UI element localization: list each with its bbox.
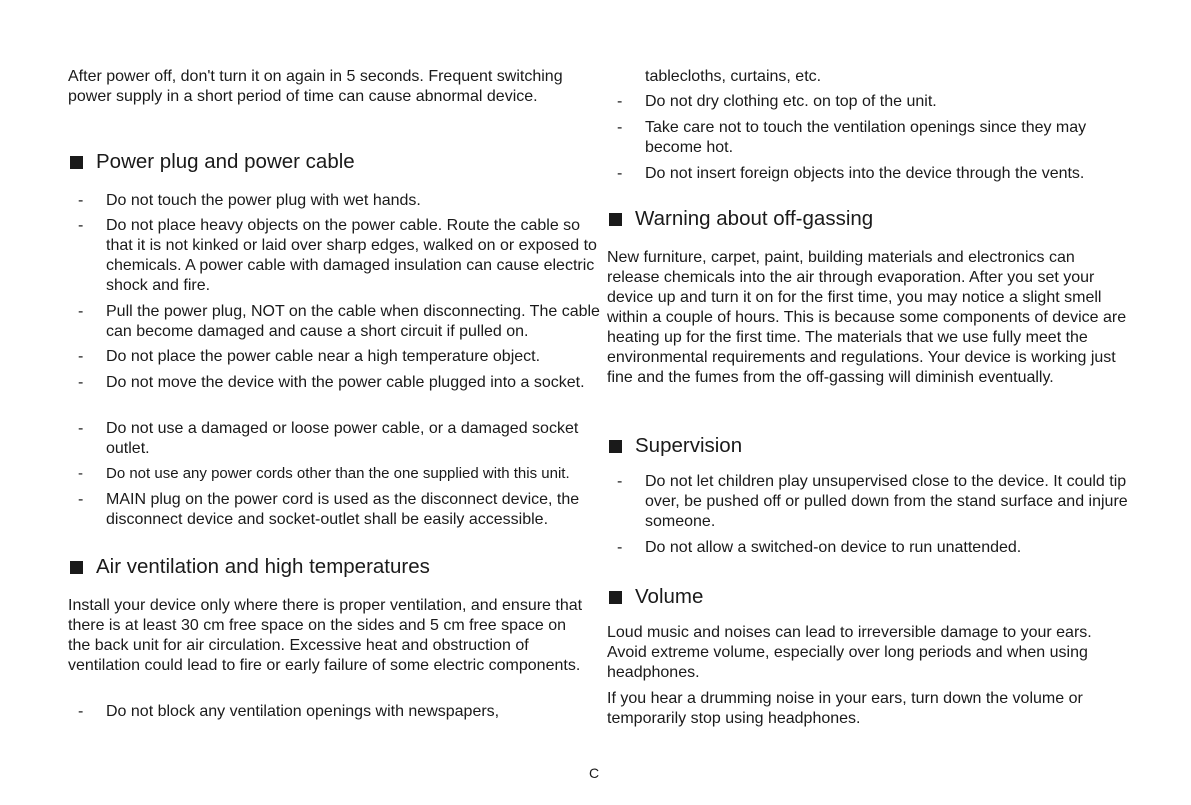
item-text: MAIN plug on the power cord is used as the disconnect device, the disconnect device and socket-outlet shall be easily accessible. [106,491,580,528]
square-bullet-icon [609,440,622,453]
page-number: C [589,765,600,781]
item-text: Do not insert foreign objects into the device through the vents. [645,165,1085,182]
square-bullet-icon [70,561,83,574]
list-item [78,302,606,342]
heading-text: Volume [635,585,704,608]
dash-bullet: - [617,93,623,110]
dash-bullet: - [78,491,84,508]
section-heading-air [68,555,430,579]
offgassing-paragraph: New furniture, carpet, paint, building materials and electronics can release chemicals into the air through evaporation. After you set your device up and turn it on for the first time, you may notice a slight smell within a couple of hours. This is because some components of device are heating up for the first time. The materials that we use fully meet the environmental requirements and regulations. Your device is working just fine and the fumes from the off-gassing will diminish eventually. [607,249,1127,386]
dash-bullet: - [78,374,84,391]
item-text: Do not dry clothing etc. on top of the unit. [645,93,937,110]
list-item [78,419,606,459]
dash-bullet: - [78,703,84,720]
list-item [617,118,1145,158]
list-item [78,702,606,722]
dash-bullet: - [78,217,84,234]
item-text: Do not allow a switched-on device to run unattended. [645,539,1022,556]
dash-bullet: - [78,420,84,437]
square-bullet-icon [609,213,622,226]
dash-bullet: - [617,473,623,490]
item-text: tablecloths, curtains, etc. [645,68,822,85]
dash-bullet: - [617,539,623,556]
section-heading-supervision [607,434,742,458]
dash-bullet: - [78,465,83,482]
dash-bullet: - [617,119,623,136]
section-heading-volume [607,585,703,609]
item-text: Pull the power plug, NOT on the cable when disconnecting. The cable can become damaged and cause a short circuit if pulled on. [106,303,600,340]
item-text: Do not touch the power plug with wet hands. [106,192,421,209]
list-item [78,216,606,296]
list-item [78,191,606,211]
heading-text: Air ventilation and high temperatures [96,555,430,578]
item-text: Do not use a damaged or loose power cable, or a damaged socket outlet. [106,420,579,457]
item-text: Do not place the power cable near a high temperature object. [106,348,541,365]
volume-paragraph: Loud music and noises can lead to irreversible damage to your ears. Avoid extreme volume, especially over long periods and when using headphones. [607,624,1092,681]
list-item [617,164,1145,184]
volume-paragraph: If you hear a drumming noise in your ears, turn down the volume or temporarily stop using headphones. [607,690,1083,727]
item-text: Do not let children play unsupervised close to the device. It could tip over, be pushed off or pulled down from the stand surface and injure someone. [645,473,1128,530]
list-item [617,92,1145,112]
item-text: Take care not to touch the ventilation openings since they may become hot. [645,119,1087,156]
list-item [78,347,606,367]
square-bullet-icon [70,156,83,169]
section-heading-offgassing [607,207,873,231]
dash-bullet: - [78,303,84,320]
item-text: Do not place heavy objects on the power cable. Route the cable so that it is not kinked or laid over sharp edges, walked on or exposed to chemicals. A power cable with damaged insulation can cause electric shock and fire. [106,217,597,294]
list-item [78,373,606,393]
list-item [78,464,606,484]
dash-bullet: - [78,192,84,209]
item-text: Do not block any ventilation openings with newspapers, [106,703,500,720]
heading-text: Supervision [635,434,743,457]
square-bullet-icon [609,591,622,604]
list-item [617,472,1145,532]
intro-paragraph: After power off, don't turn it on again in 5 seconds. Frequent switching power supply in a short period of time can cause abnormal device. [68,68,563,105]
air-paragraph: Install your device only where there is proper ventilation, and ensure that there is at least 30 cm free space on the sides and 5 cm free space on the back unit for air circulation. Excessive heat and obstruction of ventilation could lead to fire or early failure of some electric components. [68,597,583,674]
list-item [617,538,1145,558]
list-item-continuation [617,67,1145,87]
dash-bullet: - [78,348,84,365]
item-text: Do not use any power cords other than the one supplied with this unit. [106,465,570,482]
section-heading-power [68,150,355,174]
list-item [78,490,606,530]
heading-text: Power plug and power cable [96,150,355,173]
item-text: Do not move the device with the power cable plugged into a socket. [106,374,585,391]
dash-bullet: - [617,165,623,182]
heading-text: Warning about off-gassing [635,207,874,230]
